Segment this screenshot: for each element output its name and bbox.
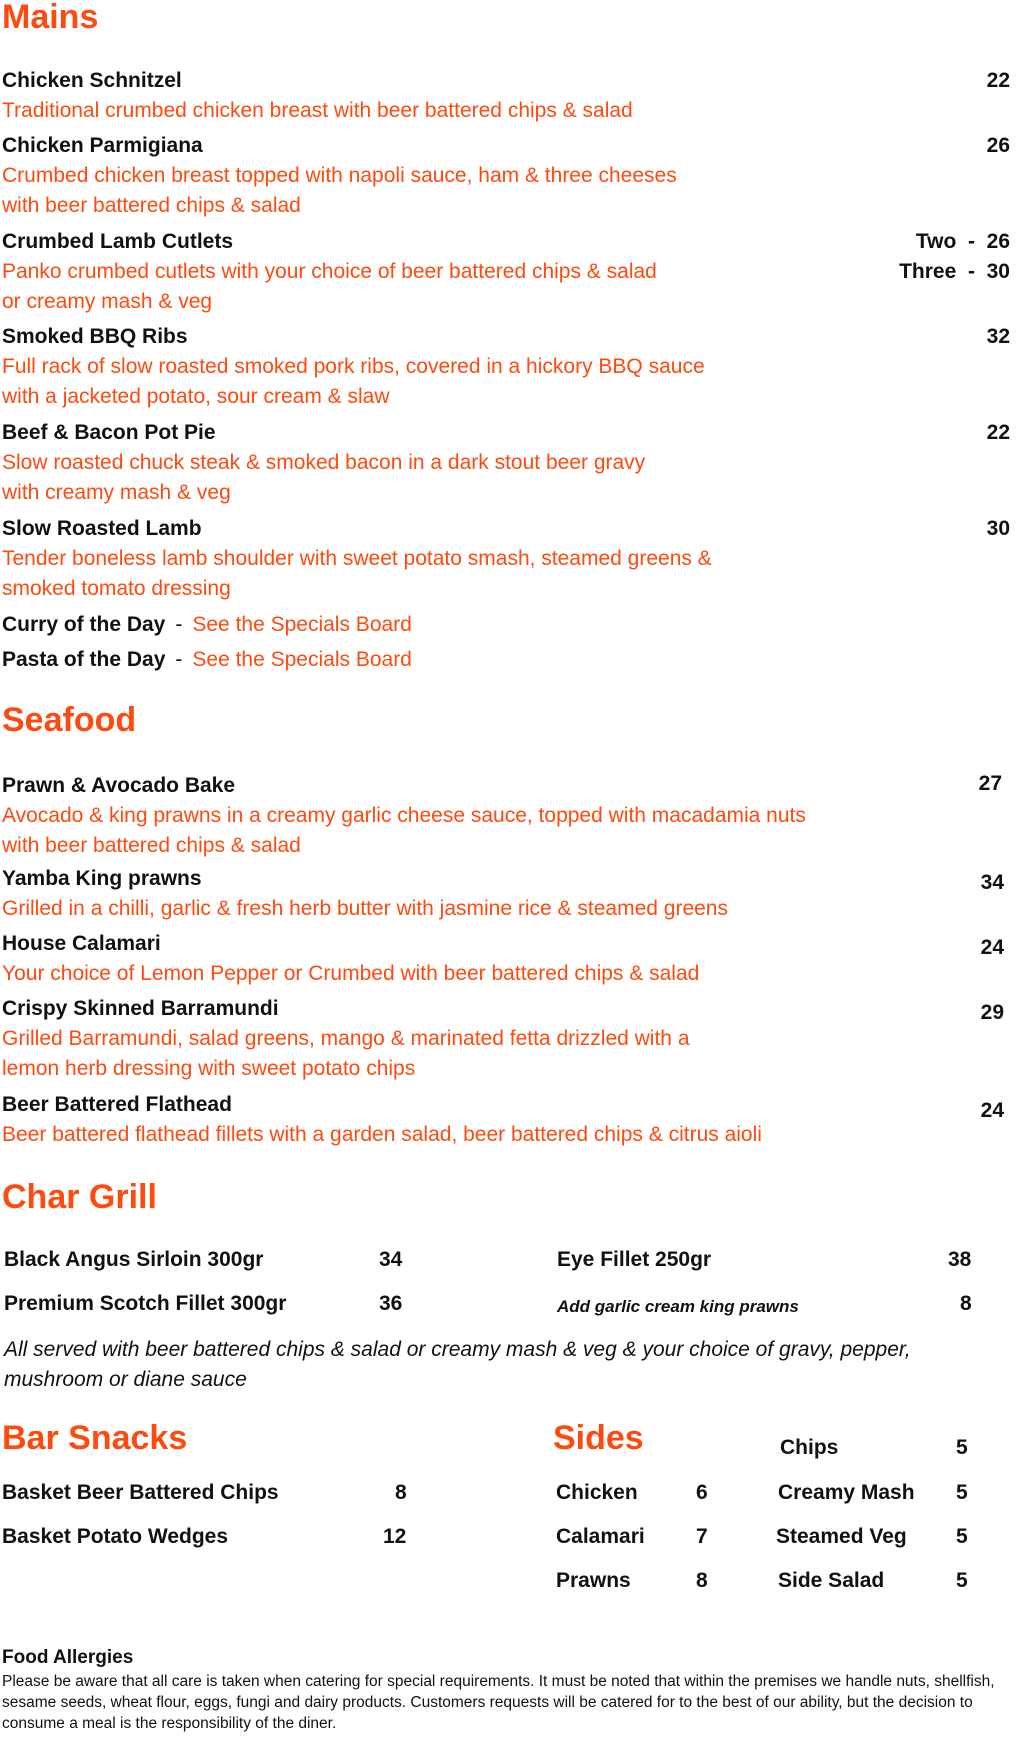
food-allergies-text: Please be aware that all care is taken when catering for special requirements. It must be noted that within the premises we handle nuts, shellfish, sesame seeds, wheat flour, eggs, fungi and dairy products. Customers requests will be catered for to the best of our ability, but the decision to consume a meal is the responsibility of the diner. bbox=[2, 1673, 995, 1732]
item-name: Crispy Skinned Barramundi bbox=[2, 997, 279, 1020]
food-allergies-title: Food Allergies bbox=[2, 1647, 134, 1668]
side-item-name: Side Salad bbox=[778, 1569, 885, 1592]
side-item-name: Prawns bbox=[556, 1569, 631, 1592]
side-item-name: Chips bbox=[780, 1436, 839, 1459]
item-price: 24 bbox=[980, 1099, 1004, 1122]
item-description: Avocado & king prawns in a creamy garlic cheese sauce, topped with macadamia nuts bbox=[2, 804, 806, 827]
item-description: Grilled Barramundi, salad greens, mango & marinated fetta drizzled with a bbox=[2, 1027, 690, 1050]
item-price: 32 bbox=[986, 325, 1010, 348]
side-item-name: Chicken bbox=[556, 1481, 638, 1504]
side-item-price: 5 bbox=[956, 1436, 968, 1459]
chargrill-heading: Char Grill bbox=[2, 1178, 157, 1216]
item-name: Beer Battered Flathead bbox=[2, 1093, 232, 1116]
curry-of-the-day bbox=[2, 610, 412, 640]
pasta-of-the-day bbox=[2, 645, 412, 675]
menu-item-yamba-king-prawns bbox=[2, 864, 1012, 924]
menu-item-beef-bacon-pot-pie bbox=[2, 418, 1012, 508]
item-description: Tender boneless lamb shoulder with sweet potato smash, steamed greens & bbox=[2, 547, 712, 570]
item-price: 22 bbox=[986, 421, 1010, 444]
barsnack-item-name: Basket Potato Wedges bbox=[2, 1525, 229, 1548]
item-price: 34 bbox=[980, 871, 1004, 894]
item-description: Traditional crumbed chicken breast with beer battered chips & salad bbox=[2, 99, 633, 122]
menu-item-slow-roasted-lamb bbox=[2, 514, 1012, 604]
special-name: Curry of the Day bbox=[2, 613, 166, 636]
item-name: Slow Roasted Lamb bbox=[2, 517, 202, 540]
side-item-price: 7 bbox=[696, 1525, 708, 1548]
item-description: or creamy mash & veg bbox=[2, 290, 213, 313]
item-name: House Calamari bbox=[2, 932, 161, 955]
chargrill-item-name: Premium Scotch Fillet 300gr bbox=[4, 1292, 287, 1315]
item-price-three: Three - 30 bbox=[899, 260, 1010, 283]
item-description: Beer battered flathead fillets with a garden salad, beer battered chips & citrus aioli bbox=[2, 1123, 762, 1146]
menu-item-chicken-parmigiana bbox=[2, 131, 1012, 221]
mains-heading: Mains bbox=[2, 0, 99, 36]
barsnack-item-price: 8 bbox=[395, 1481, 407, 1504]
item-name: Chicken Parmigiana bbox=[2, 134, 203, 157]
menu-item-chicken-schnitzel bbox=[2, 66, 1012, 126]
special-value: See the Specials Board bbox=[192, 613, 412, 636]
chargrill-item-price: 36 bbox=[379, 1292, 403, 1315]
item-name: Chicken Schnitzel bbox=[2, 69, 182, 92]
side-item-name: Steamed Veg bbox=[776, 1525, 907, 1548]
chargrill-note: All served with beer battered chips & salad or creamy mash & veg & your choice of gravy, pepper, mushroom or diane sauce bbox=[4, 1338, 911, 1391]
barsnack-item-price: 12 bbox=[383, 1525, 407, 1548]
item-price: 30 bbox=[986, 517, 1010, 540]
item-name: Beef & Bacon Pot Pie bbox=[2, 421, 216, 444]
chargrill-item-name: Black Angus Sirloin 300gr bbox=[4, 1248, 264, 1271]
item-price: 26 bbox=[986, 134, 1010, 157]
side-item-price: 5 bbox=[956, 1525, 968, 1548]
menu-item-crumbed-lamb-cutlets bbox=[2, 227, 1012, 317]
item-description: with beer battered chips & salad bbox=[2, 194, 301, 217]
item-price: 29 bbox=[980, 1001, 1004, 1024]
item-description: with a jacketed potato, sour cream & slaw bbox=[2, 385, 390, 408]
side-item-name: Calamari bbox=[556, 1525, 645, 1548]
item-price: 27 bbox=[978, 772, 1002, 795]
side-item-name: Creamy Mash bbox=[778, 1481, 915, 1504]
chargrill-item-name: Eye Fillet 250gr bbox=[557, 1248, 712, 1271]
menu-item-house-calamari bbox=[2, 929, 1012, 989]
special-name: Pasta of the Day bbox=[2, 648, 166, 671]
side-item-price: 6 bbox=[696, 1481, 708, 1504]
item-name: Yamba King prawns bbox=[2, 867, 202, 890]
item-description: Grilled in a chilli, garlic & fresh herb butter with jasmine rice & steamed greens bbox=[2, 897, 728, 920]
item-name: Smoked BBQ Ribs bbox=[2, 325, 188, 348]
menu-item-crispy-skinned-barramundi bbox=[2, 994, 1012, 1084]
menu-item-prawn-avocado-bake bbox=[2, 771, 1012, 861]
item-description: Slow roasted chuck steak & smoked bacon in a dark stout beer gravy bbox=[2, 451, 646, 474]
item-name: Crumbed Lamb Cutlets bbox=[2, 230, 234, 253]
seafood-heading: Seafood bbox=[2, 701, 137, 739]
item-name: Prawn & Avocado Bake bbox=[2, 774, 236, 797]
item-description: lemon herb dressing with sweet potato chips bbox=[2, 1057, 416, 1080]
special-value: See the Specials Board bbox=[192, 648, 412, 671]
item-price: 24 bbox=[980, 936, 1004, 959]
item-description: Your choice of Lemon Pepper or Crumbed with beer battered chips & salad bbox=[2, 962, 700, 985]
item-description: with beer battered chips & salad bbox=[2, 834, 301, 857]
side-item-price: 8 bbox=[696, 1569, 708, 1592]
item-description: with creamy mash & veg bbox=[2, 481, 231, 504]
barsnacks-heading: Bar Snacks bbox=[2, 1419, 188, 1457]
item-price-two: Two - 26 bbox=[915, 230, 1010, 253]
item-description: Panko crumbed cutlets with your choice of beer battered chips & salad bbox=[2, 260, 657, 283]
special-separator: - bbox=[175, 613, 183, 636]
item-price: 22 bbox=[986, 69, 1010, 92]
sides-heading: Sides bbox=[553, 1419, 644, 1457]
chargrill-addon-price: 8 bbox=[960, 1292, 972, 1315]
chargrill-addon-name: Add garlic cream king prawns bbox=[557, 1297, 799, 1316]
menu-item-smoked-bbq-ribs bbox=[2, 322, 1012, 412]
barsnack-item-name: Basket Beer Battered Chips bbox=[2, 1481, 279, 1504]
special-separator: - bbox=[175, 648, 183, 671]
chargrill-item-price: 38 bbox=[948, 1248, 972, 1271]
chargrill-item-price: 34 bbox=[379, 1248, 403, 1271]
side-item-price: 5 bbox=[956, 1481, 968, 1504]
side-item-price: 5 bbox=[956, 1569, 968, 1592]
item-description: Full rack of slow roasted smoked pork ribs, covered in a hickory BBQ sauce bbox=[2, 355, 705, 378]
menu-item-beer-battered-flathead bbox=[2, 1090, 1012, 1150]
item-description: Crumbed chicken breast topped with napoli sauce, ham & three cheeses bbox=[2, 164, 677, 187]
item-description: smoked tomato dressing bbox=[2, 577, 231, 600]
